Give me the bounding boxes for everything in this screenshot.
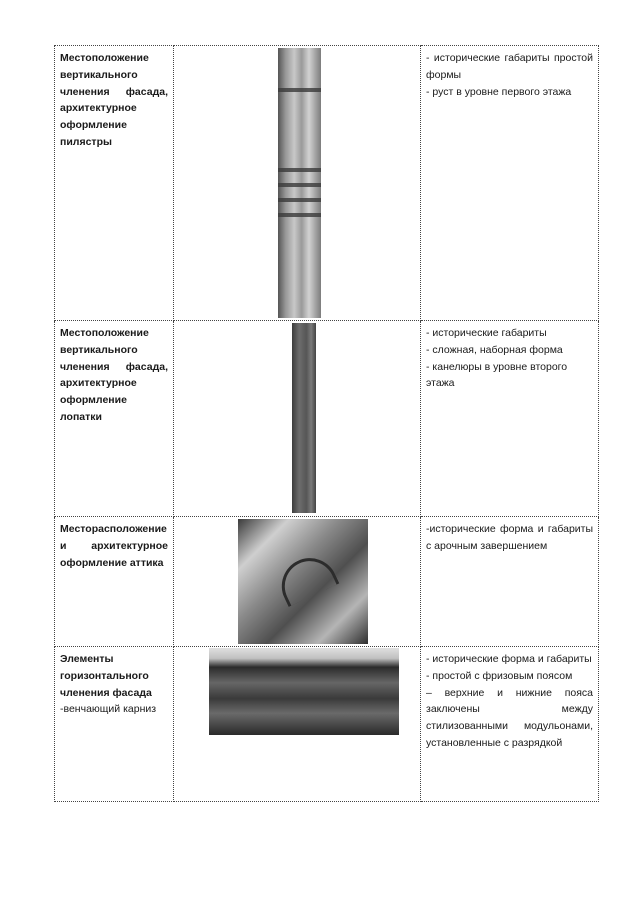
subject-line: - руст в уровне первого этажа	[426, 85, 572, 98]
subject-cell	[421, 321, 599, 517]
subject-line: – верхние и нижние пояса заключены между стилизованными модульонами, установленные с разрядкой	[426, 686, 593, 749]
table-row	[55, 517, 599, 647]
photo-cell	[174, 517, 421, 647]
element-subtext: -венчающий карниз	[60, 703, 157, 716]
cornice-photo	[209, 648, 399, 735]
photo-cell	[174, 321, 421, 517]
subject-cell	[421, 647, 599, 802]
element-cell	[55, 517, 174, 647]
photo-cell	[174, 46, 421, 321]
element-text: Местоположение вертикального членения фасада, архитектурное оформление пилястры	[60, 52, 168, 148]
subject-line: - исторические габариты	[426, 327, 547, 339]
lesene-photo	[292, 323, 316, 513]
pilaster-photo	[278, 48, 321, 318]
subject-line: - канелюры в уровне второго этажа	[426, 360, 568, 390]
photo-cell	[174, 647, 421, 802]
table-row	[55, 46, 599, 321]
subject-line: -исторические форма и габариты с арочным завершением	[426, 523, 593, 552]
element-text: Месторасположение и архитектурное оформление аттика	[60, 523, 168, 569]
subject-line: - сложная, наборная форма	[426, 343, 563, 356]
subject-line: - исторические габариты простой формы	[426, 52, 593, 81]
subject-cell	[421, 517, 599, 647]
attic-photo	[238, 519, 368, 644]
subject-protection-table	[54, 45, 599, 802]
element-text: Местоположение вертикального членения фасада, архитектурное оформление лопатки	[60, 327, 168, 423]
element-cell	[55, 647, 174, 802]
table-row	[55, 647, 599, 802]
element-text: Элементы горизонтального членения фасада	[60, 653, 152, 699]
table-row	[55, 321, 599, 517]
element-cell	[55, 46, 174, 321]
subject-cell	[421, 46, 599, 321]
subject-line: - исторические форма и габариты	[426, 653, 592, 665]
element-cell	[55, 321, 174, 517]
subject-line: - простой с фризовым поясом	[426, 669, 573, 682]
